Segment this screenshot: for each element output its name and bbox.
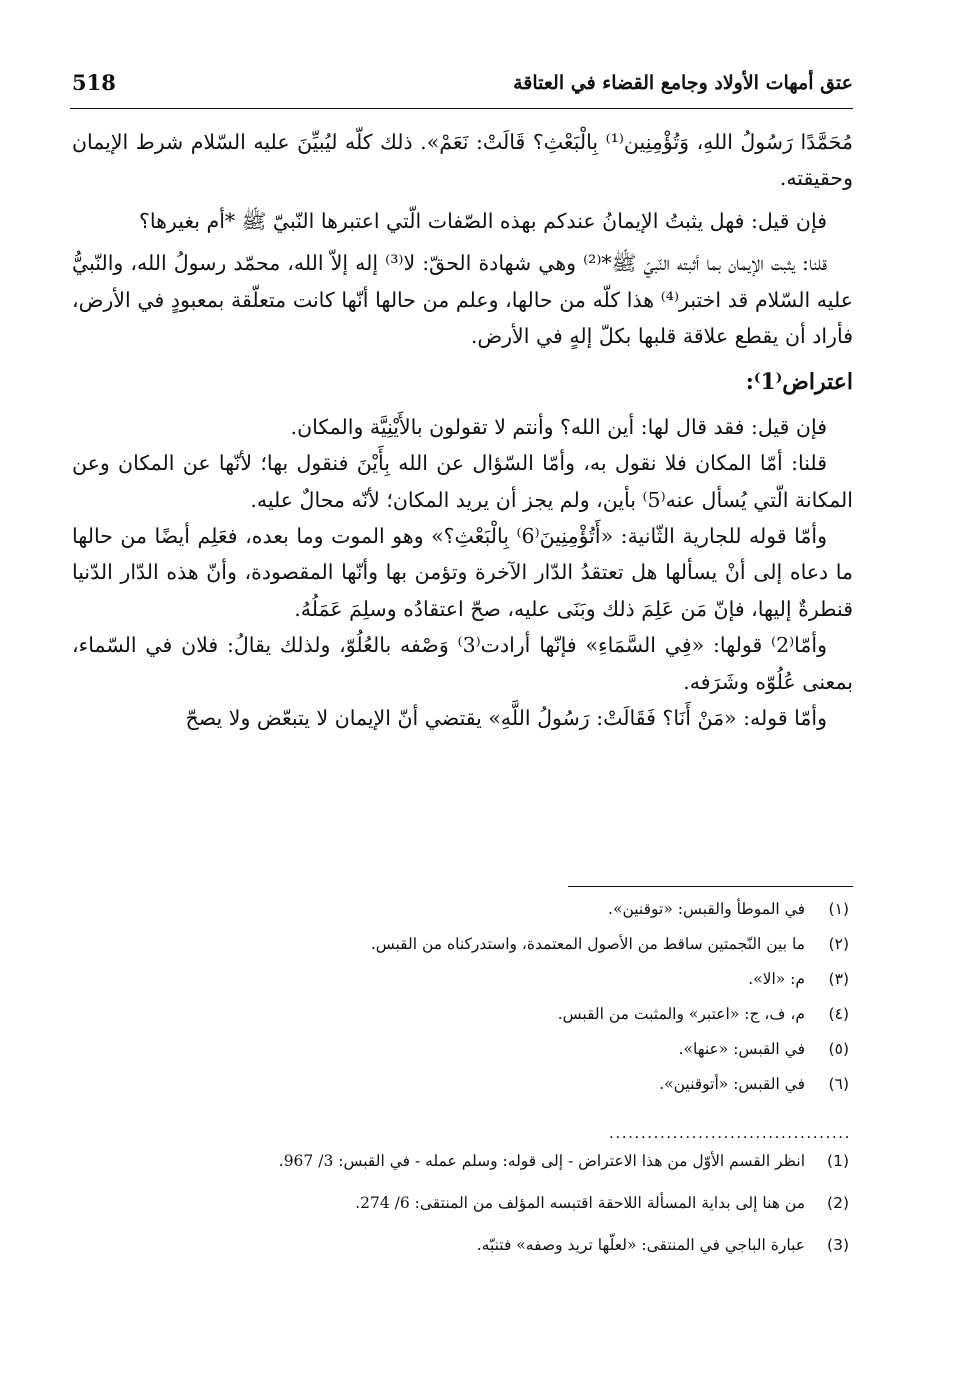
page-header (70, 68, 853, 109)
footnote (180, 1236, 849, 1278)
footnote-separator-dots: ...................................... (609, 1124, 851, 1138)
paragraph-3: قلنا: يثبت الإيمان بما أثبته النّبيّ ﷺ*⁽²⁾ وهي شهادة الحقّ: لا⁽³⁾ إله إلاّ الله، محمّد رسولُ الله، والنّبيُّ عليه السّلام قد اختبر⁽⁴⁾ هذا كلّه من حالها، وعلم من حالها أنّها كانت متعلّقة بمعبودٍ في الأرض، فأراد أن يقطع علاقة قلبها بكلّ إلهٍ في الأرض. (72, 251, 854, 349)
footnote-text: في الموطأ والقبس: «توقنين». (608, 900, 805, 918)
footnote-number: (٢) (828, 935, 849, 953)
page-number: 518 (72, 70, 116, 95)
running-title: عتق أمهات الأولاد وجامع القضاء في العتاقة (513, 72, 853, 94)
section-heading: اعتراض⁽1⁾: (745, 369, 853, 396)
footnote-text: انظر القسم الأوّل من هذا الاعتراض - إلى قوله: وسلم عمله - في القبس: 3/ 967. (278, 1152, 805, 1170)
footnote-number: (٣) (828, 970, 849, 988)
footnote (180, 970, 849, 1005)
footnote-number: (1) (827, 1152, 849, 1170)
footnote-number: (2) (827, 1194, 849, 1212)
footnotes-commentary (180, 1152, 849, 1278)
footnote-text: م، ف، ج: «اعتبر» والمثبت من القبس. (557, 1005, 805, 1023)
footnote (180, 1152, 849, 1194)
paragraph-6: وأمّا قوله للجارية الثّانية: «أَتُؤْمِنِينَ⁽6⁾ بِالْبَعْثِ؟» وهو الموت وما بعده، فعَلِم أيضًا من حالها ما دعاه إلى أنْ يسألها هل تعتقدُ الدّار الآخرة وتؤمن بها وأنّها المقصودة، وأنّ هذه الدّار الدّنيا قنطرةٌ إليها، فإنّ مَن عَلِمَ ذلك وبَنَى عليه، صحّ اعتقادُه وسلِمَ عَمَلُهُ. (72, 524, 853, 621)
footnote-rule (568, 886, 853, 887)
footnote-text: من هنا إلى بداية المسألة اللاحقة اقتبسه المؤلف من المنتقى: 6/ 274. (355, 1194, 805, 1212)
footnote-text: م: «الا». (748, 970, 805, 988)
footnotes-apparatus (180, 900, 849, 1110)
footnote-number: (٦) (828, 1075, 849, 1093)
footnote-number: (١) (828, 900, 849, 918)
paragraph-1: مُحَمَّدًا رَسُولُ اللهِ، وَتُؤْمِنِين⁽¹⁾ بِالْبَعْثِ؟ قَالَتْ: نَعَمْ». ذلك كلّه ليُبيِّنَ عليه السّلام شرط الإيمان وحقيقته. (72, 130, 854, 191)
main-text (72, 124, 853, 737)
footnote-text: في القبس: «أتوقنين». (659, 1075, 805, 1093)
footnote (180, 1194, 849, 1236)
footnote-number: (3) (827, 1236, 849, 1254)
footnote-text: في القبس: «عنها». (678, 1040, 805, 1058)
footnote-text: ما بين النّجمتين ساقط من الأصول المعتمدة، واستدركناه من القبس. (370, 935, 805, 953)
paragraph-4: فإن قيل: فقد قال لها: أين الله؟ وأنتم لا تقولون بالأَيْنِيَّة والمكان. (290, 414, 827, 439)
footnote (180, 1075, 849, 1110)
paragraph-7: وأمّا⁽2⁾ قولها: «فِي السَّمَاءِ» فإنّها أرادت⁽3⁾ وَصْفه بالعُلُوّ، ولذلك يقالُ: فلان في السّماء، بمعنى عُلُوّه وشَرَفه. (72, 633, 853, 694)
paragraph-8: وأمّا قوله: «مَنْ أَنَا؟ فَقَالَتْ: رَسُولُ اللَّهِ» يقتضي أنّ الإيمان لا يتبعّض ولا يصحّ (185, 706, 827, 731)
footnote-number: (٥) (828, 1040, 849, 1058)
footnote-number: (٤) (828, 1005, 849, 1023)
footnote (180, 1005, 849, 1040)
footnote (180, 1040, 849, 1075)
footnote-text: عبارة الباجي في المنتقى: «لعلّها تريد وصفه» فتنبّه. (476, 1236, 805, 1254)
footnote (180, 935, 849, 970)
paragraph-5: قلنا: أمّا المكان فلا نقول به، وأمّا السّؤال عن الله بِأَيْنَ فنقول بها؛ لأنّها عن المكان وعن المكانة الّتي يُسأل عنه⁽5⁾ بأين، ولم يجز أن يريد المكان؛ لأنّه محالٌ عليه. (72, 451, 853, 512)
footnote (180, 900, 849, 935)
paragraph-2: فإن قيل: فهل يثبتُ الإيمانُ عندكم بهذه الصّفات الّتي اعتبرها النّبيّ ﷺ *أم بغيرها؟ (138, 208, 827, 233)
